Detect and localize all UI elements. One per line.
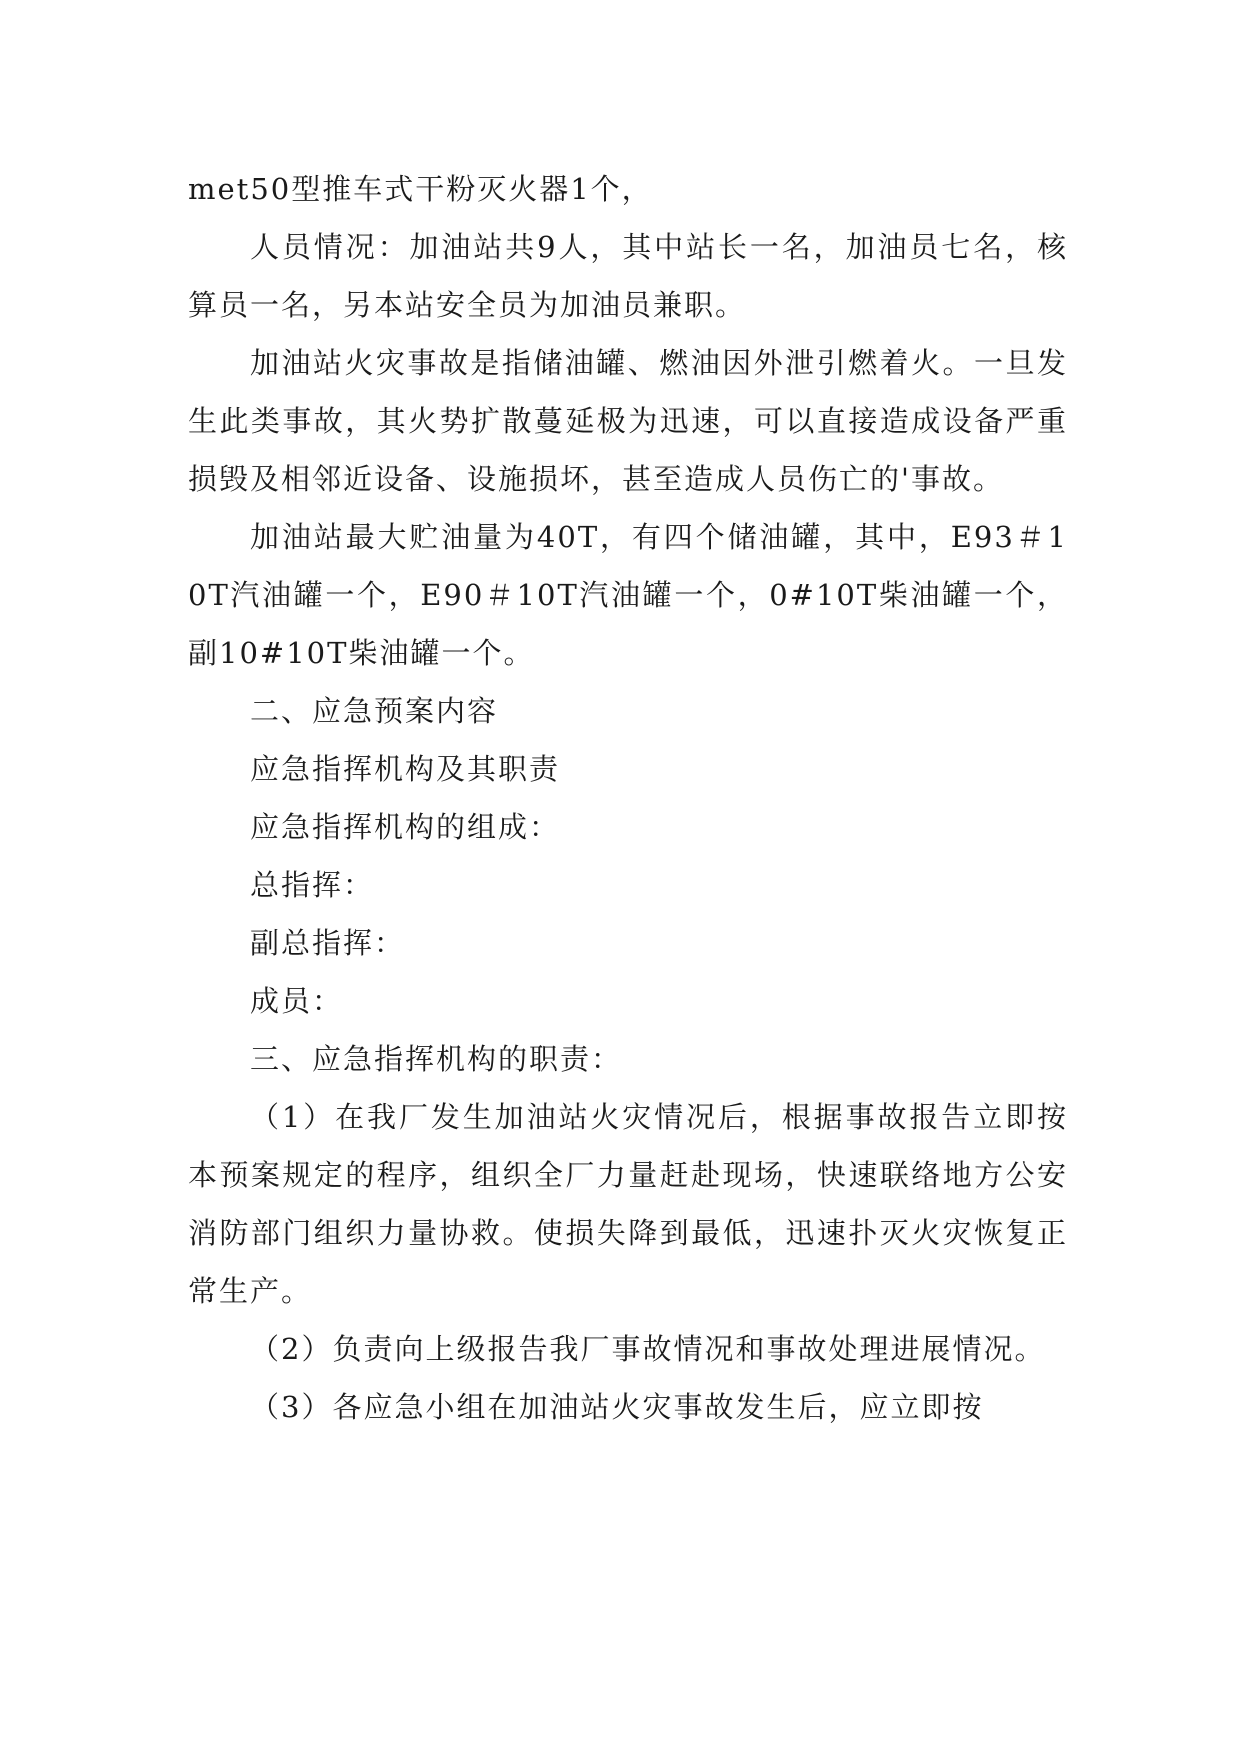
paragraph-fire-definition: 加油站火灾事故是指储油罐、燃油因外泄引燃着火。一旦发生此类事故，其火势扩散蔓延极为迅速，可以直接造成设备严重损毁及相邻近设备、设施损坏，甚至造成人员伤亡的'事故。 [188, 346, 1068, 496]
field-members: 成员： [250, 984, 344, 1018]
responsibility-item-3: （3）各应急小组在加油站火灾事故发生后，应立即按 [250, 1390, 984, 1424]
subheading-command-structure: 应急指挥机构及其职责 [250, 752, 561, 786]
field-commander: 总指挥： [250, 868, 375, 902]
responsibility-item-2: （2）负责向上级报告我厂事故情况和事故处理进展情况。 [250, 1332, 1046, 1366]
document-body [188, 160, 1068, 1436]
section-heading-plan-content: 二、应急预案内容 [250, 694, 499, 728]
paragraph-staffing: 人员情况：加油站共9人，其中站长一名，加油员七名，核算员一名，另本站安全员为加油员兼职。 [188, 230, 1068, 322]
paragraph-storage-capacity: 加油站最大贮油量为40T，有四个储油罐，其中，E93＃10T汽油罐一个，E90＃10T汽油罐一个，0#10T柴油罐一个，副10#10T柴油罐一个。 [188, 520, 1068, 670]
field-deputy-commander: 副总指挥： [250, 926, 406, 960]
paragraph-extinguisher: met50型推车式干粉灭火器1个， [188, 172, 653, 206]
section-heading-responsibilities: 三、应急指挥机构的职责： [250, 1042, 623, 1076]
responsibility-item-1: （1）在我厂发生加油站火灾情况后，根据事故报告立即按本预案规定的程序，组织全厂力量赶赴现场，快速联络地方公安消防部门组织力量协救。使损失降到最低，迅速扑灭火灾恢复正常生产。 [188, 1100, 1068, 1308]
subheading-command-composition: 应急指挥机构的组成： [250, 810, 561, 844]
